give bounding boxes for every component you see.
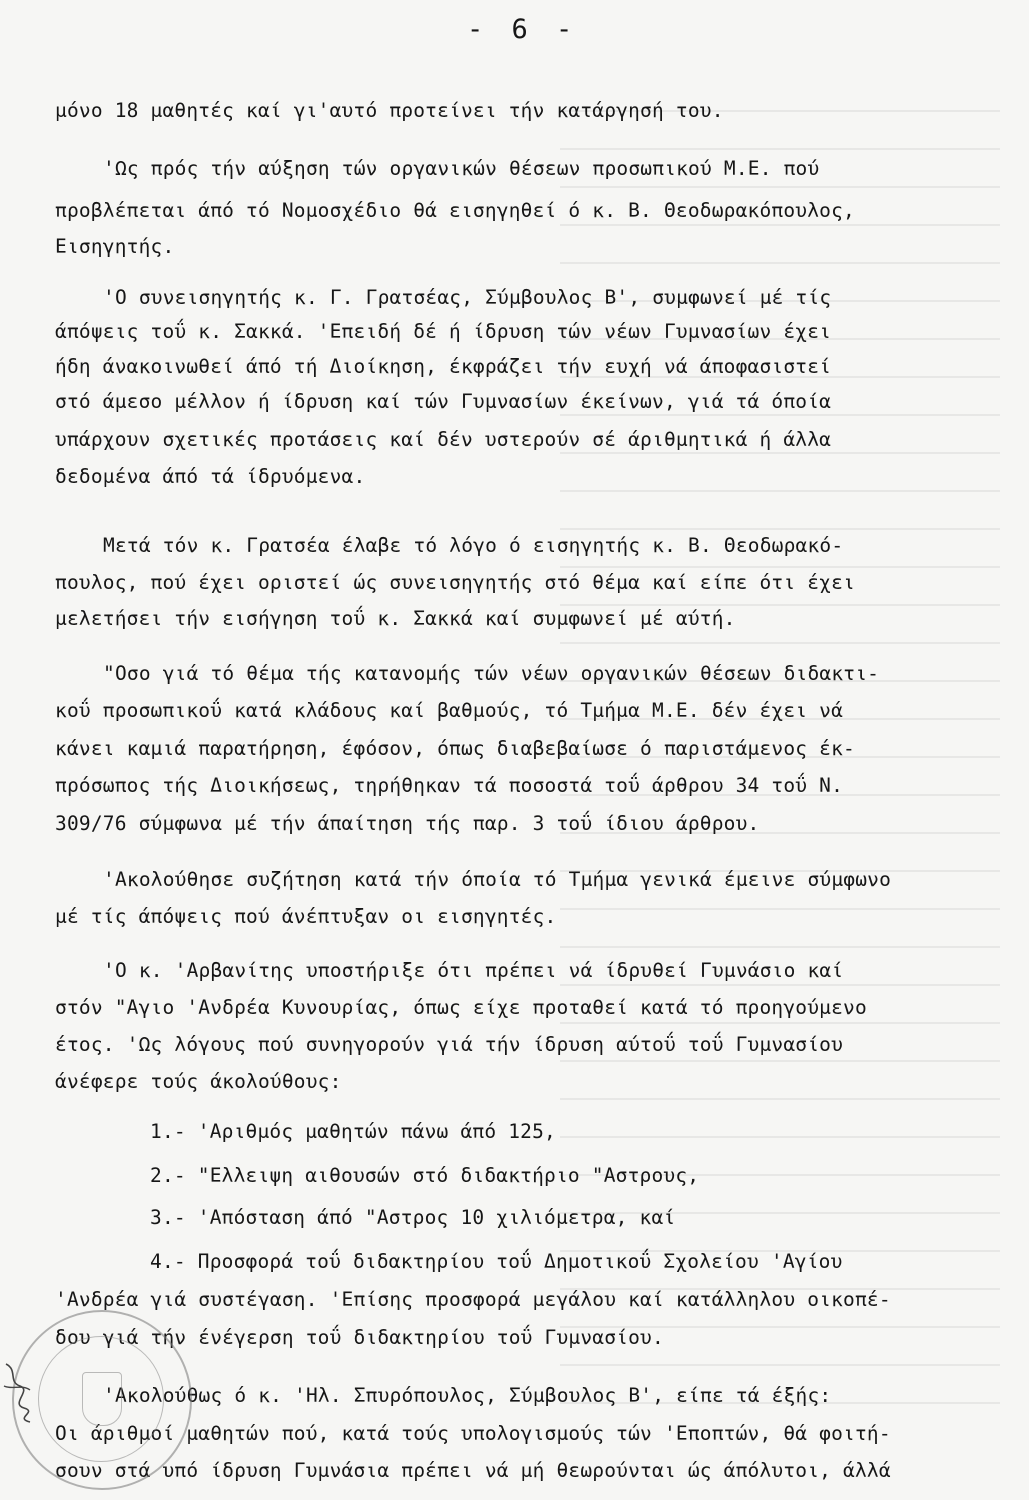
text-line: 'Ως πρός τήν αύξηση τών οργανικών θέσεων προσωπικού Μ.Ε. πού bbox=[103, 157, 820, 180]
text-line: 'Ανδρέα γιά συστέγαση. 'Επίσης προσφορά μεγάλου καί κατάλληλου οικοπέ- bbox=[55, 1288, 891, 1311]
page-number: - 6 - bbox=[467, 14, 579, 45]
text-line: Οι άριθμοί μαθητών πού, κατά τούς υπολογισμούς τών 'Εποπτών, θά φοιτή- bbox=[55, 1422, 891, 1445]
text-line: δεδομένα άπό τά ίδρυόμενα. bbox=[55, 465, 366, 488]
text-line: μέ τίς άπόψεις πού άνέπτυξαν οι εισηγητές. bbox=[55, 905, 557, 928]
text-line: μελετήσει τήν εισήγηση τοΰ κ. Σακκά καί συμφωνεί μέ αύτή. bbox=[55, 607, 736, 630]
text-line: μόνο 18 μαθητές καί γι'αυτό προτείνει τήν κατάργησή του. bbox=[55, 99, 724, 122]
text-line: έτος. 'Ως λόγους πού συνηγορούν γιά τήν ίδρυση αύτοΰ τοΰ Γυμνασίου bbox=[55, 1033, 844, 1056]
list-item: 4.- Προσφορά τοΰ διδακτηρίου τοΰ Δημοτικοΰ Σχολείου 'Αγίου bbox=[150, 1250, 843, 1273]
text-line: ήδη άνακοινωθεί άπό τή Διοίκηση, έκφράζει τήν ευχή νά άποφασιστεί bbox=[55, 355, 832, 378]
text-line: 309/76 σύμφωνα μέ τήν άπαίτηση τής παρ. 3 τοΰ ίδιου άρθρου. bbox=[55, 812, 760, 835]
list-item: 2.- "Ελλειψη αιθουσών στό διδακτήριο "Αστρους, bbox=[150, 1164, 700, 1187]
handwritten-signature bbox=[0, 1356, 40, 1426]
text-line: στό άμεσο μέλλον ή ίδρυση καί τών Γυμνασίων έκείνων, γιά τά όποία bbox=[55, 390, 832, 413]
text-line: άπόψεις τοΰ κ. Σακκά. 'Επειδή δέ ή ίδρυση τών νέων Γυμνασίων έχει bbox=[55, 320, 832, 343]
text-line: 'Ο συνεισηγητής κ. Γ. Γρατσέας, Σύμβουλος Β', συμφωνεί μέ τίς bbox=[103, 286, 832, 309]
text-line: υπάρχουν σχετικές προτάσεις καί δέν υστερούν σέ άριθμητικά ή άλλα bbox=[55, 428, 832, 451]
text-line: δου γιά τήν ένέγερση τοΰ διδακτηρίου τοΰ Γυμνασίου. bbox=[55, 1326, 664, 1349]
seal-emblem-icon bbox=[82, 1372, 122, 1426]
text-line: πρόσωπος τής Διοικήσεως, τηρήθηκαν τά ποσοστά τοΰ άρθρου 34 τοΰ Ν. bbox=[55, 774, 844, 797]
text-line: 'Ο κ. 'Αρβανίτης υποστήριξε ότι πρέπει νά ίδρυθεί Γυμνάσιο καί bbox=[103, 959, 844, 982]
text-line: Εισηγητής. bbox=[55, 235, 175, 258]
list-item: 1.- 'Αριθμός μαθητών πάνω άπό 125, bbox=[150, 1120, 556, 1143]
list-item: 3.- 'Απόσταση άπό "Αστρος 10 χιλιόμετρα, καί bbox=[150, 1206, 676, 1229]
text-line: κοΰ προσωπικοΰ κατά κλάδους καί βαθμούς, τό Τμήμα Μ.Ε. δέν έχει νά bbox=[55, 699, 844, 722]
text-line: "Οσο γιά τό θέμα τής κατανομής τών νέων οργανικών θέσεων διδακτι- bbox=[103, 662, 880, 685]
text-line: σουν στά υπό ίδρυση Γυμνάσια πρέπει νά μή θεωρούνται ώς άπόλυτοι, άλλά bbox=[55, 1459, 891, 1482]
text-line: στόν "Αγιο 'Ανδρέα Κυνουρίας, όπως είχε προταθεί κατά τό προηγούμενο bbox=[55, 996, 867, 1019]
text-line: κάνει καμιά παρατήρηση, έφόσον, όπως διαβεβαίωσε ό παριστάμενος έκ- bbox=[55, 737, 855, 760]
text-line: πουλος, πού έχει οριστεί ώς συνεισηγητής στό θέμα καί είπε ότι έχει bbox=[55, 571, 855, 594]
text-line: άνέφερε τούς άκολούθους: bbox=[55, 1070, 342, 1093]
text-line: Μετά τόν κ. Γρατσέα έλαβε τό λόγο ό εισηγητής κ. Β. Θεοδωρακό- bbox=[103, 534, 844, 557]
text-line: 'Ακολούθησε συζήτηση κατά τήν όποία τό Τμήμα γενικά έμεινε σύμφωνο bbox=[103, 868, 892, 891]
text-line: 'Ακολούθως ό κ. 'Ηλ. Σπυρόπουλος, Σύμβουλος Β', είπε τά έξής: bbox=[103, 1384, 832, 1407]
text-line: προβλέπεται άπό τό Νομοσχέδιο θά εισηγηθεί ό κ. Β. Θεοδωρακόπουλος, bbox=[55, 199, 855, 222]
